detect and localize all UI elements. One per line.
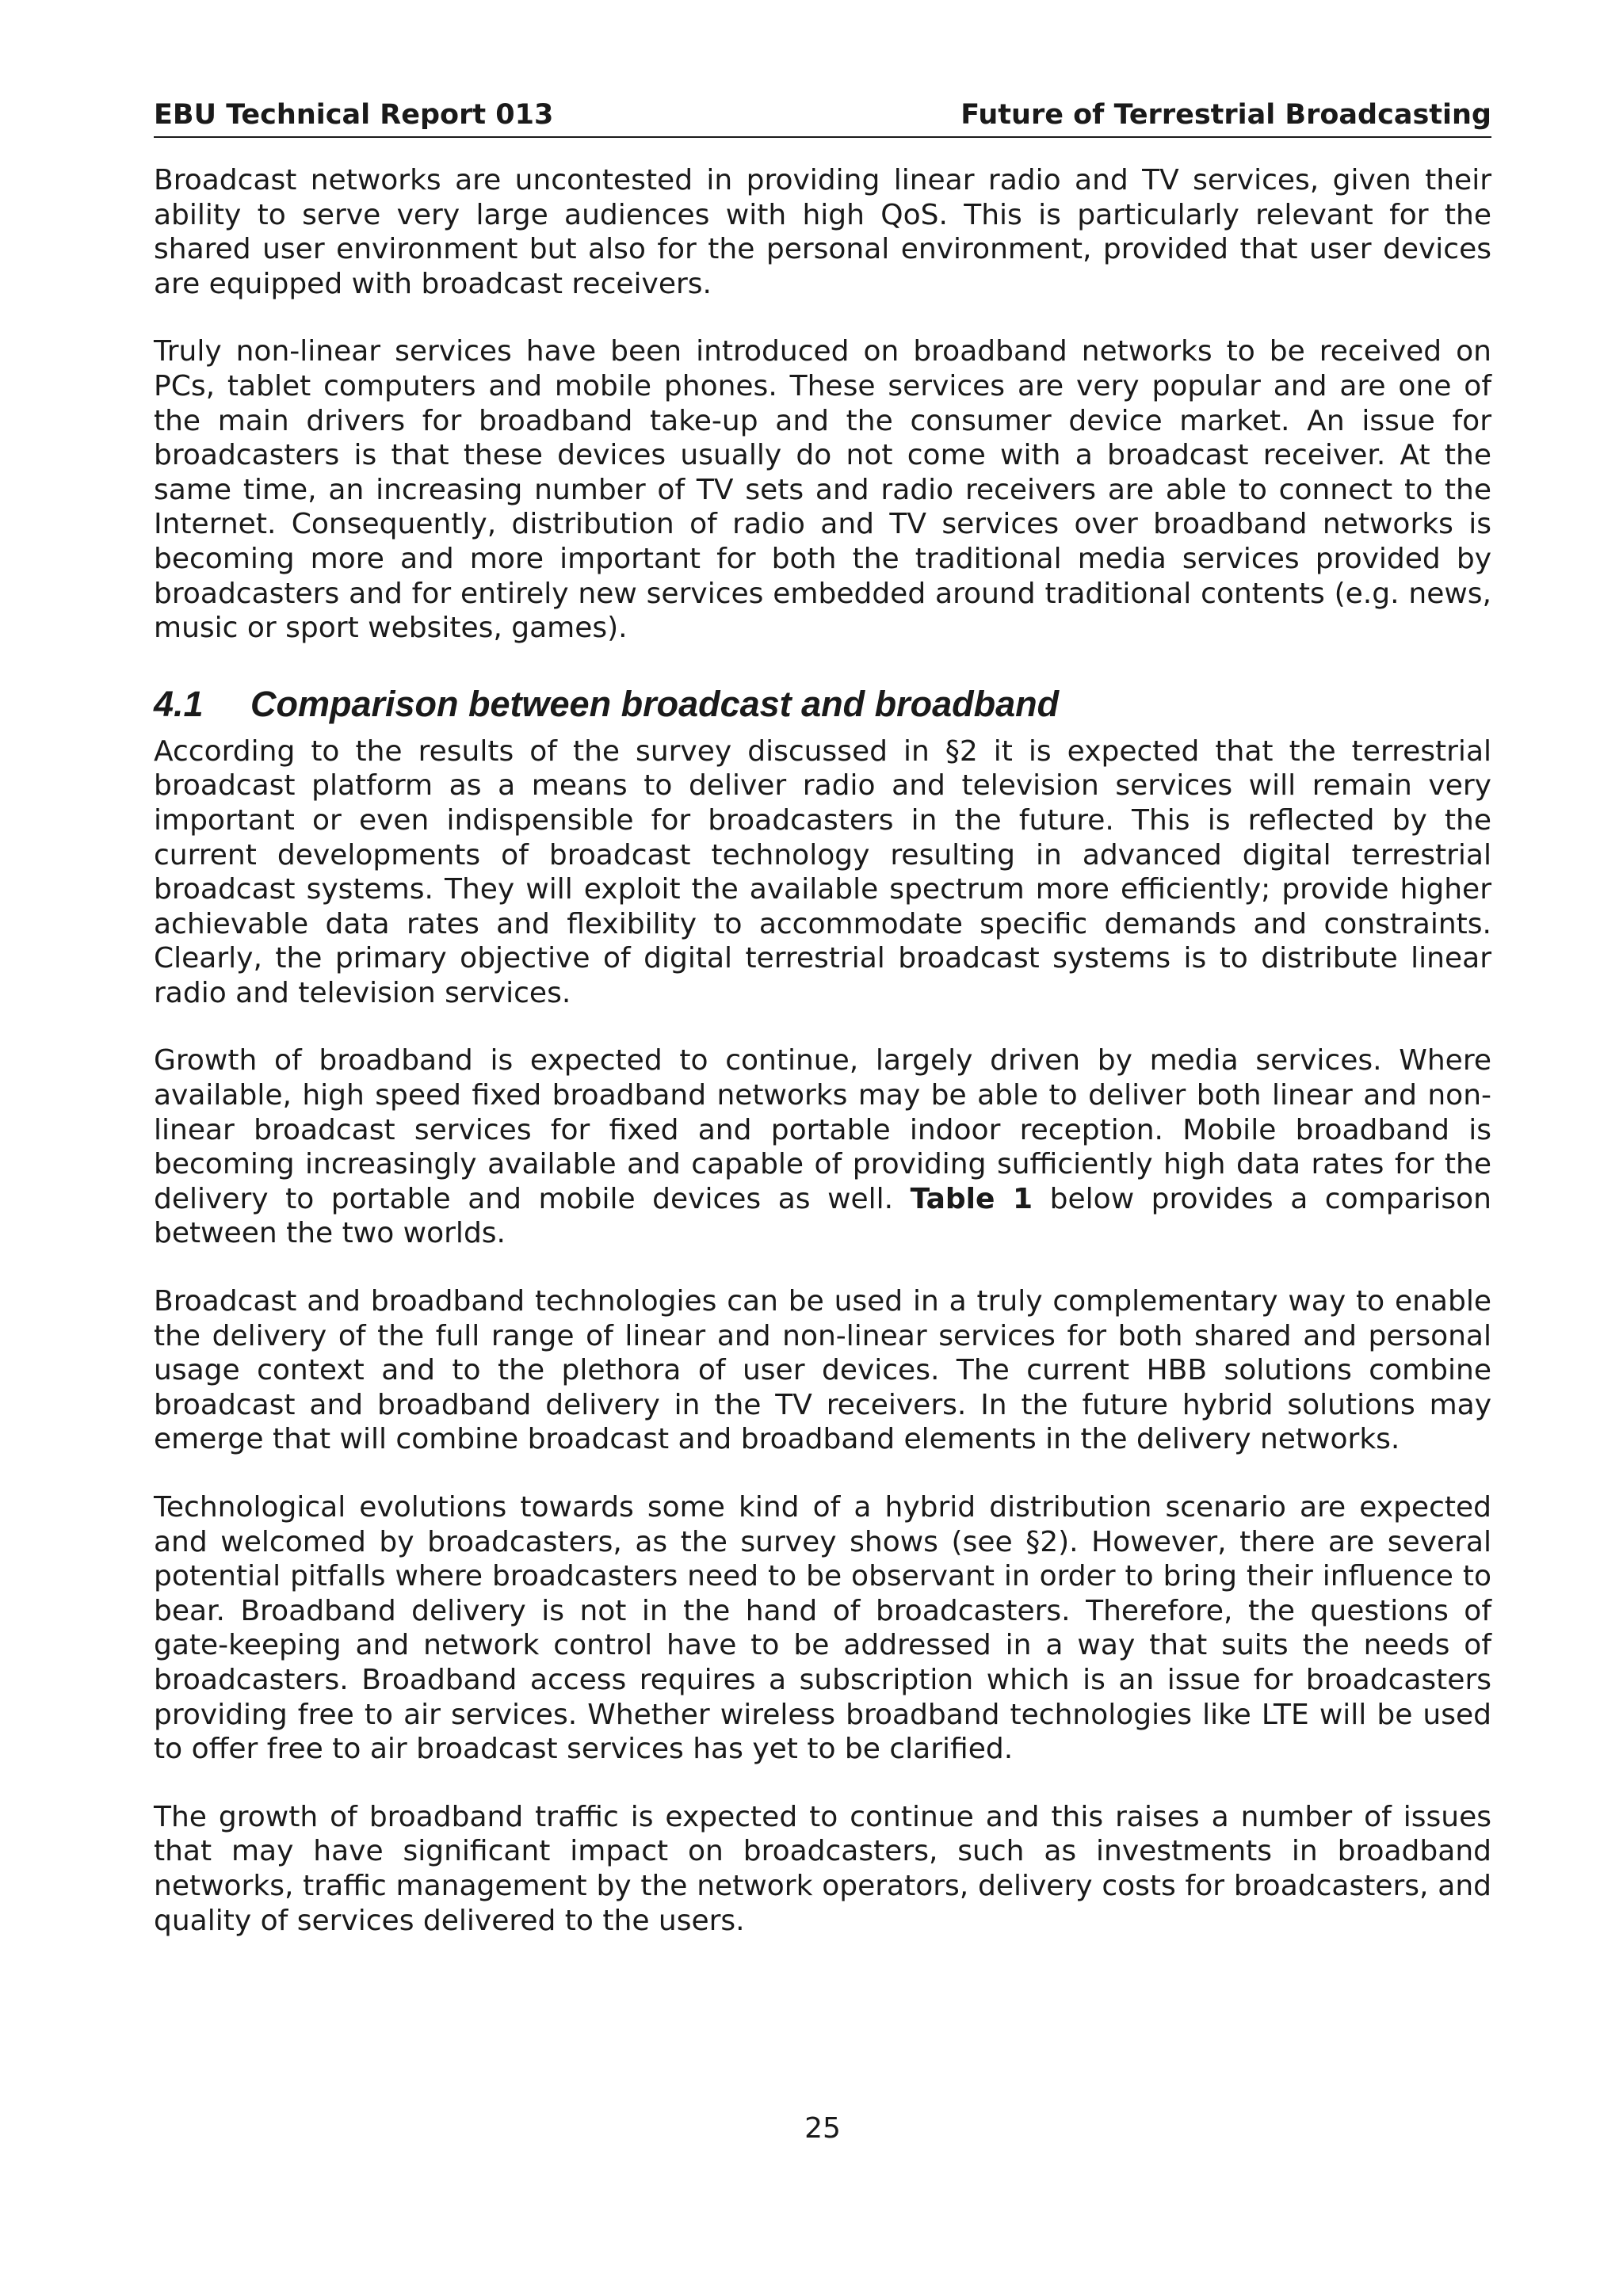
- paragraph-traffic-growth: The growth of broadband traffic is expected to continue and this raises a number of issues that may have significant impact on broadcasters, such as investments in broadband networks, traffic management by the network operators, delivery costs for broadcasters, and quality of services delivered to the users.: [154, 1800, 1491, 1937]
- paragraph-hybrid-distribution: Technological evolutions towards some kind of a hybrid distribution scenario are expected and welcomed by broadcasters, as the survey shows (see §2). However, there are several potential pitfalls where broadcasters need to be observant in order to bring their influence to bear. Broadband delivery is not in the hand of broadcasters. Therefore, the questions of gate-keeping and network control have to be addressed in a way that suits the needs of broadcasters. Broadband access requires a subscription which is an issue for broadcasters providing free to air services. Whether wireless broadband technologies like LTE will be used to offer free to air broadcast services has yet to be clarified.: [154, 1491, 1491, 1766]
- paragraph-non-linear-services: Truly non-linear services have been introduced on broadband networks to be received on PCs, tablet computers and mobile phones. These services are very popular and are one of the main drivers for broadband take-up and the consumer device market. An issue for broadcasters is that these devices usually do not come with a broadcast receiver. At the same time, an increasing number of TV sets and radio receivers are able to connect to the Internet. Consequently, distribution of radio and TV services over broadband networks is becoming more and more important for both the traditional media services provided by broadcasters and for entirely new services embedded around traditional contents (e.g. news, music or sport websites, games).: [154, 335, 1491, 645]
- page-number: 25: [804, 2112, 841, 2145]
- section-number: 4.1: [154, 683, 204, 724]
- report-title: EBU Technical Report 013: [154, 99, 554, 131]
- document-title: Future of Terrestrial Broadcasting: [960, 99, 1491, 131]
- paragraph-broadband-growth: [154, 1043, 1491, 1251]
- paragraph-broadband-growth-text: Growth of broadband is expected to continue, largely driven by media services. Where available, high speed fixed broadband networks may be able to deliver both linear and non-linear broadcast services for fixed and portable indoor reception. Mobile broadband is becoming increasingly available and capable of providing sufficiently high data rates for the delivery to portable and mobile devices as well.: [154, 1044, 1491, 1215]
- paragraph-complementary-use: Broadcast and broadband technologies can be used in a truly complementary way to enable the delivery of the full range of linear and non-linear services for both shared and personal usage context and to the plethora of user devices. The current HBB solutions combine broadcast and broadband delivery in the TV receivers. In the future hybrid solutions may emerge that will combine broadcast and broadband elements in the delivery networks.: [154, 1285, 1491, 1456]
- paragraph-broadband-growth-tail: below provides a comparison between the two worlds.: [154, 1182, 1491, 1250]
- paragraph-survey-results: According to the results of the survey discussed in §2 it is expected that the terrestrial broadcast platform as a means to deliver radio and television services will remain very important or even indispensible for broadcasters in the future. This is reflected by the current developments of broadcast technology resulting in advanced digital terrestrial broadcast systems. They will exploit the available spectrum more efficiently; provide higher achievable data rates and flexibility to accommodate specific demands and constraints. Clearly, the primary objective of digital terrestrial broadcast systems is to distribute linear radio and television services.: [154, 734, 1491, 1009]
- paragraph-broadcast-networks: Broadcast networks are uncontested in providing linear radio and TV services, given their ability to serve very large audiences with high QoS. This is particularly relevant for the shared user environment but also for the personal environment, provided that user devices are equipped with broadcast receivers.: [154, 164, 1491, 300]
- running-header: [154, 93, 1491, 138]
- table-reference: Table 1: [910, 1182, 1033, 1215]
- body-text: [154, 163, 1491, 1971]
- section-title: Comparison between broadcast and broadband: [250, 683, 1060, 724]
- section-heading: [154, 681, 1491, 728]
- document-page: [154, 0, 1491, 2296]
